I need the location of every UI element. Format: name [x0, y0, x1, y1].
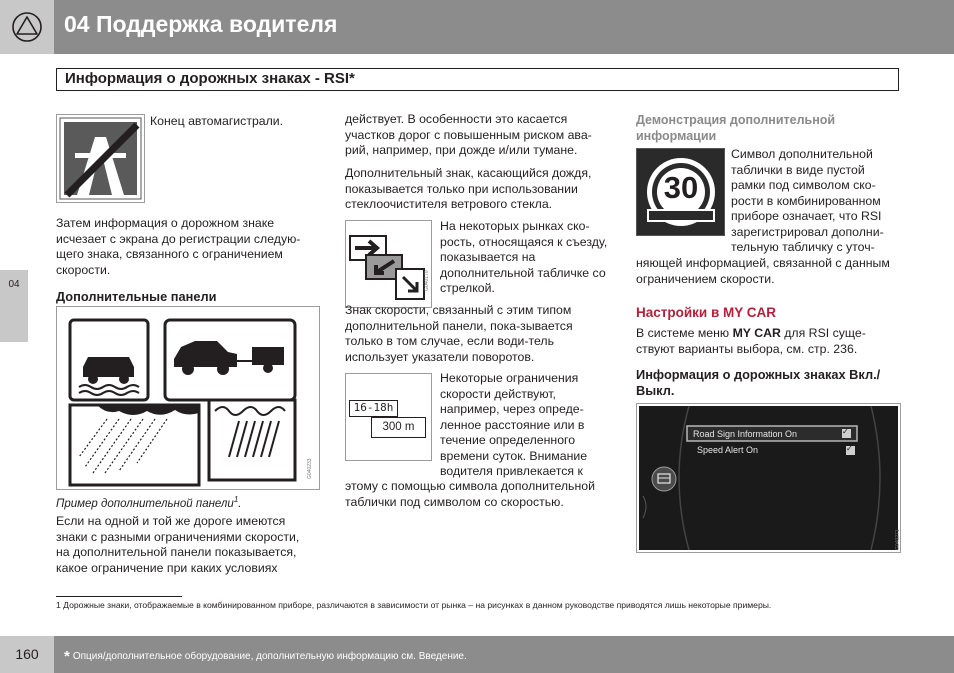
speed-alert-option[interactable]: Speed Alert On	[697, 445, 759, 455]
fig3-id: G040170	[424, 270, 430, 291]
motorway-end-sign-figure	[56, 114, 145, 203]
footer-note-text: Опция/дополнительное оборудование, дополнительную информацию см. Введение.	[72, 651, 467, 662]
my-car-settings-heading: Настройки в MY CAR	[636, 305, 777, 320]
col2-paragraph-2: Дополнительный знак, касающийся дождя, показывается только при использовании стеклоочистителя ветрового стекла.	[345, 166, 592, 211]
fig2-caption: Пример дополнительной панели$^1$.	[56, 495, 242, 510]
screen-display	[639, 406, 898, 550]
col3-paragraph-2	[636, 326, 898, 357]
speed-sign-with-panel-figure	[636, 148, 725, 236]
empty-extra-panel	[647, 209, 715, 222]
fig2-caption-text: Пример дополнительной панели	[56, 497, 234, 510]
road-sign-info-option[interactable]: Road Sign Information On	[693, 429, 798, 439]
screen-id: G040271	[895, 529, 901, 550]
col2-paragraph-3a: На некоторых рынках ско-рость, относящаяся к съезду, показывается на дополнительной табличке со стрелкой.	[440, 219, 608, 295]
my-car-screen-figure	[636, 403, 901, 553]
my-car-bold: MY CAR	[732, 326, 781, 340]
demo-extra-info-heading: Демонстрация дополнительной информации	[636, 113, 836, 143]
col2-paragraph-3b: Знак скорости, связанный с этим типом дополнительной панели, пока-зывается только в том случае, если води-тель использует указатели поворотов.	[345, 303, 573, 364]
footer-note	[64, 648, 467, 665]
road-sign-info-checkbox[interactable]: ✓	[842, 427, 849, 436]
motorway-end-sign-icon	[57, 115, 144, 202]
chapter-title: 04 Поддержка водителя	[64, 11, 338, 37]
section-title: Информация о дорожных знаках - RSI*	[56, 68, 899, 91]
time-panel: 16-18h	[349, 400, 398, 417]
chapter-side-tab: 04	[0, 270, 28, 342]
warning-triangle-icon	[10, 12, 44, 42]
col1-paragraph-1: Затем информация о дорожном знаке исчезает с экрана до регистрации следую-щего знака, связанного с ограничением скорости.	[56, 216, 301, 277]
col2-paragraph-1: действует. В особенности это касается участков дорог с повышенным риском ава-рий, например, при дожде и/или тумане.	[345, 112, 592, 157]
time-distance-panel-figure	[345, 373, 432, 461]
footer-asterisk: *	[64, 648, 70, 665]
fig2-caption-sup: 1	[233, 495, 239, 504]
page-number: 160	[0, 636, 54, 673]
footnote-divider	[56, 596, 182, 597]
distance-panel: 300 m	[371, 417, 426, 438]
my-car-pre: В системе меню	[636, 326, 733, 340]
fig2-id: G040233	[307, 458, 313, 479]
col2-paragraph-4a: Некоторые ограничения скорости действуют, например, через опреде-ленное расстояние или в течение определенного времени суток. Внимание водителя привлекается к	[440, 371, 588, 478]
extra-panels-figure	[56, 306, 320, 490]
col2-paragraph-4b: этому с помощью символа дополнительной таблички под символом со скоростью.	[345, 479, 595, 509]
extra-panels-heading: Дополнительные панели	[56, 289, 217, 304]
exit-arrow-sign-figure	[345, 220, 432, 308]
speed-alert-checkbox[interactable]: ✓	[846, 444, 853, 453]
fig1-caption: Конец автомагистрали.	[150, 114, 284, 128]
col3-paragraph-1a: Символ дополнительной таблички в виде пустой рамки под символом ско-рости в комбинированном приборе означает, что RSI зарегистрировал дополни-тельную табличку с уточ-	[731, 147, 884, 254]
speed-value: 30	[663, 170, 699, 205]
footnote: 1 Дорожные знаки, отображаемые в комбинированном приборе, различаются в зависимости от рынка – на рисунках в данном руководстве приводятся лишь некоторые примеры.	[56, 600, 772, 610]
col3-paragraph-1b: няющей информацией, связанной с данным ограничением скорости.	[636, 256, 890, 286]
header-icon-box	[0, 0, 54, 54]
rsi-toggle-heading: Информация о дорожных знаках Вкл./Выкл.	[636, 367, 881, 398]
col1-paragraph-2: Если на одной и той же дороге имеются знаки с разными ограничениями скорости, на дополнительной панели показывается, какое ограничение при каких условиях	[56, 514, 300, 575]
my-car-post: для RSI суще-ствуют варианты выбора, см. стр. 236.	[636, 326, 866, 356]
